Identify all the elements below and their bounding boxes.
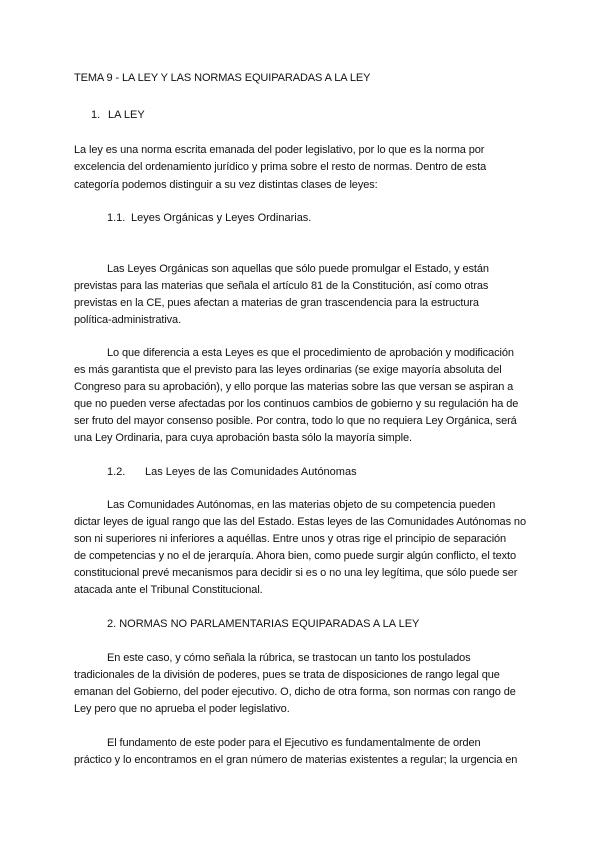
ccaa-line-1: Las Comunidades Autónomas, en las materias objeto de su competencia pueden [107,499,496,511]
intro-line-1: La ley es una norma escrita emanada del poder legislativo, por lo que es la norma por [74,144,485,156]
organicas-line-2: previstas para las materias que señala el artículo 81 de la Constitución, así como otras [74,280,489,292]
ccaa-line-3: son ni superiores ni inferiores a aquéllas. Entre unos y otras rige el principio de separación [74,533,507,545]
intro-line-2: excelencia del ordenamiento jurídico y prima sobre el resto de normas. Dentro de esta [74,161,487,173]
fundamento-line-1: El fundamento de este poder para el Ejecutivo es fundamentalmente de orden [107,737,481,749]
ccaa-line-5: constitucional prevé mecanismos para decidir si es o no una ley legítima, que sólo puede ser [74,567,518,579]
section-1-heading: LA LEY [108,109,145,121]
fundamento-line-2: práctico y lo encontramos en el gran número de materias existentes a regular; la urgencia en [74,754,518,766]
section-1-number: 1. [91,109,101,121]
caso-line-2: tradicionales de la división de poderes, pues se trata de disposiciones de rango legal que [74,669,500,681]
organicas-line-4: política-administrativa. [74,314,182,326]
ccaa-line-6: atacada ante el Tribunal Constitucional. [74,584,263,596]
diferencia-line-1: Lo que diferencia a esta Leyes es que el procedimiento de aprobación y modificación [107,347,514,359]
diferencia-line-6: una Ley Ordinaria, para cuya aprobación basta sólo la mayoría simple. [74,432,412,444]
caso-line-4: Ley pero que no aprueba el poder legislativo. [74,703,290,715]
caso-line-3: emanan del Gobierno, del poder ejecutivo. O, dicho de otra forma, son normas con rango de [74,686,516,698]
intro-line-3: categoría podemos distinguir a su vez distintas clases de leyes: [74,179,378,191]
diferencia-line-5: ser fruto del mayor consenso posible. Por contra, todo lo que no requiera Ley Orgánica, será [74,415,517,427]
diferencia-line-4: que no pueden verse afectadas por los continuos cambios de gobierno y su regulación ha de [74,398,519,410]
document-title: TEMA 9 - LA LEY Y LAS NORMAS EQUIPARADAS A LA LEY [74,72,371,84]
subsection-1-2-number: 1.2. [107,466,126,478]
ccaa-line-4: de competencias y no el de jerarquía. Ahora bien, como puede surgir algún conflicto, el texto [74,550,516,562]
subsection-1-1-heading: Leyes Orgánicas y Leyes Ordinarias. [131,212,312,224]
organicas-line-3: previstas en la CE, pues afectan a materias de gran trascendencia para la estructura [74,297,479,309]
caso-line-1: En este caso, y cómo señala la rúbrica, se trastocan un tanto los postulados [107,652,471,664]
diferencia-line-2: es más garantista que el previsto para las leyes ordinarias (se exige mayoría absoluta del [74,364,502,376]
subsection-1-2-heading: Las Leyes de las Comunidades Autónomas [145,466,357,478]
diferencia-line-3: Congreso para su aprobación), y ello porque las materias sobre las que versan se aspiran a [74,381,514,393]
section-2-heading: 2. NORMAS NO PARLAMENTARIAS EQUIPARADAS A LA LEY [107,618,420,630]
organicas-line-1: Las Leyes Orgánicas son aquellas que sólo puede promulgar el Estado, y están [107,263,489,275]
ccaa-line-2: dictar leyes de igual rango que las del Estado. Estas leyes de las Comunidades Autónomas no [74,516,526,528]
subsection-1-1-number: 1.1. [107,212,126,224]
